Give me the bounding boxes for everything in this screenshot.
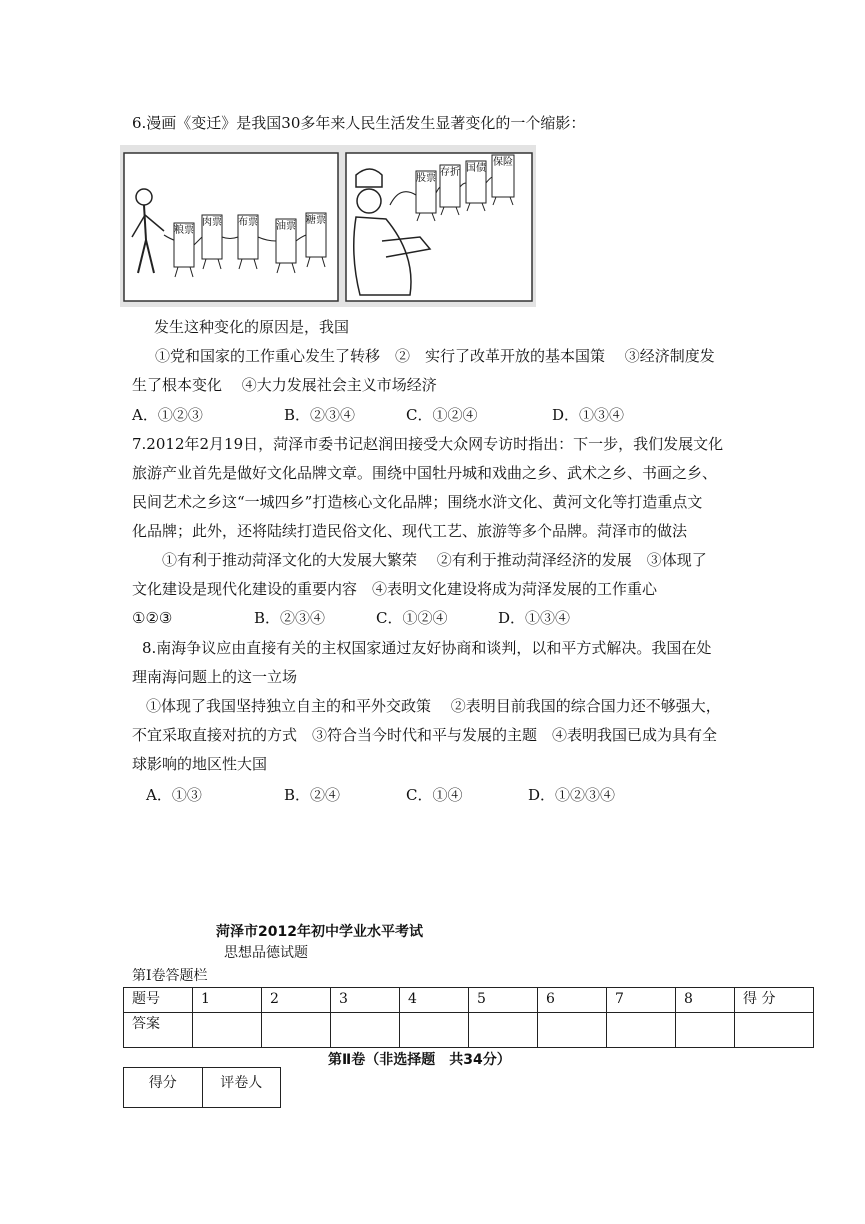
subject-title: 思想品德试题 [224,945,308,961]
ticket-label: 布票 [238,217,258,228]
q6-option-d: D．①③④ [552,406,625,424]
q6-statements-2: 生了根本变化 ④大力发展社会主义市场经济 [132,376,437,394]
header-label: 题号 [124,988,193,1013]
ticket-label: 存折 [440,167,460,178]
answer-table-header-row [124,988,814,1013]
q7-option-d: D．①③④ [498,609,571,627]
q6-lead: 发生这种变化的原因是，我国 [154,318,350,336]
q8-line-4: 不宜采取直接对抗的方式 ③符合当今时代和平与发展的主题 ④表明我国已成为具有全 [132,726,718,744]
q7-line-6: 文化建设是现代化建设的重要内容 ④表明文化建设将成为菏泽发展的工作重心 [132,580,658,598]
exam-title: 菏泽市2012年初中学业水平考试 [216,924,423,940]
q6-stem: 6.漫画《变迁》是我国30多年来人民生活发生显著变化的一个缩影： [132,114,586,132]
q8-line-1: 8.南海争议应由直接有关的主权国家通过友好协商和谈判，以和平方式解决。我国在处 [142,639,712,657]
answer-label: 答案 [124,1013,193,1048]
ticket-label: 保险 [493,157,513,168]
question-number: 8 [676,988,735,1013]
q7-line-1: 7.2012年2月19日，菏泽市委书记赵润田接受大众网专访时指出：下一步，我们发展文化 [132,435,724,453]
score-cell[interactable] [735,1013,814,1048]
answer-cell[interactable] [193,1013,262,1048]
question-number: 7 [607,988,676,1013]
grader-label: 评卷人 [202,1068,281,1108]
q6-option-a: A．①②③ [132,406,203,424]
q8-option-d: D．①②③④ [528,786,616,804]
q7-line-2: 旅游产业首先是做好文化品牌文章。围绕中国牡丹城和戏曲之乡、武术之乡、书画之乡、 [132,464,718,482]
section-label: 第Ⅰ卷答题栏 [132,968,208,984]
answer-cell[interactable] [331,1013,400,1048]
q7-option-c: C．①②④ [376,609,448,627]
answer-cell[interactable] [469,1013,538,1048]
q8-option-c: C．①④ [406,786,463,804]
question-number: 3 [331,988,400,1013]
question-number: 2 [262,988,331,1013]
q7-option-a: ①②③ [132,609,173,627]
answer-table [123,987,814,1048]
ticket-label: 股票 [416,173,436,184]
grader-table [123,1067,281,1108]
ticket-label: 国债 [466,163,486,174]
q6-option-c: C．①②④ [406,406,478,424]
cartoon-image [120,145,536,307]
score-header: 得 分 [735,988,814,1013]
q8-line-5: 球影响的地区性大国 [132,755,268,773]
q7-line-3: 民间艺术之乡这“一城四乡”打造核心文化品牌；围绕水浒文化、黄河文化等打造重点文 [132,493,703,511]
q6-option-b: B．②③④ [284,406,356,424]
answer-cell[interactable] [262,1013,331,1048]
answer-cell[interactable] [400,1013,469,1048]
q7-line-5: ①有利于推动菏泽文化的大发展大繁荣 ②有利于推动菏泽经济的发展 ③体现了 [162,551,707,569]
question-number: 4 [400,988,469,1013]
answer-cell[interactable] [607,1013,676,1048]
answer-cell[interactable] [538,1013,607,1048]
ticket-label: 糖票 [306,215,326,226]
q8-option-a: A．①③ [146,786,202,804]
ticket-label: 油票 [276,221,296,232]
q6-statements-1: ①党和国家的工作重心发生了转移 ② 实行了改革开放的基本国策 ③经济制度发 [155,347,715,365]
q8-line-2: 理南海问题上的这一立场 [132,668,298,686]
q7-line-4: 化品牌；此外，还将陆续打造民俗文化、现代工艺、旅游等多个品牌。菏泽市的做法 [132,522,688,540]
ticket-label: 肉票 [202,217,222,228]
q7-option-b: B．②③④ [254,609,326,627]
answer-cell[interactable] [676,1013,735,1048]
q8-line-3: ①体现了我国坚持独立自主的和平外交政策 ②表明目前我国的综合国力还不够强大， [146,697,721,715]
question-number: 5 [469,988,538,1013]
ticket-label: 粮票 [174,225,194,236]
question-number: 1 [193,988,262,1013]
score-label: 得分 [124,1068,203,1108]
q8-option-b: B．②④ [284,786,341,804]
question-number: 6 [538,988,607,1013]
part2-title: 第Ⅱ卷（非选择题 共34分） [328,1052,511,1068]
answer-table-answer-row [124,1013,814,1048]
